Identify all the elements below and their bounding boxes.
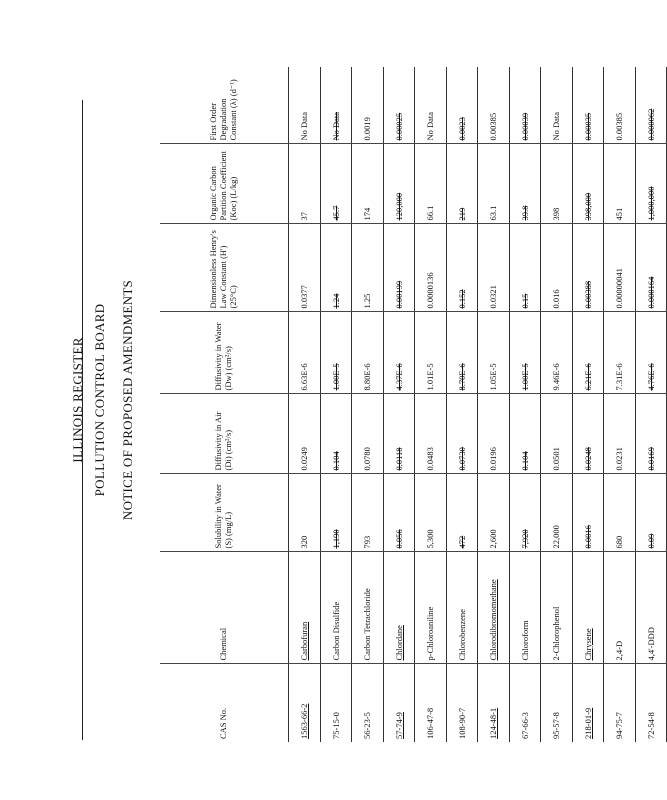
cas-cell: 218-01-9 xyxy=(572,664,604,742)
koc-cell: 398,000 xyxy=(572,144,604,224)
col-header-henry: Dimensionless Henry's Law Constant (H') (25°C) xyxy=(160,224,289,312)
cas-cell: 1563-66-2 xyxy=(289,664,321,742)
diffusivity-air-cell: 0.0196 xyxy=(478,394,510,474)
chemical-cell: 4,4'-DDD xyxy=(635,552,667,664)
col-header-degradation: First Order Degradation Constant (λ) (d⁻¹) xyxy=(208,79,238,141)
koc-cell: 39.8 xyxy=(509,144,541,224)
table-row xyxy=(446,67,478,742)
table-row xyxy=(320,67,352,742)
col-header-solubility: Solubility in Water (S) (mg/L) xyxy=(160,474,289,552)
henry-cell: 0.15 xyxy=(509,224,541,312)
chemical-cell: 2-Chlorophenol xyxy=(541,552,573,664)
diffusivity-air-cell: 0.104 xyxy=(320,394,352,474)
solubility-cell: 793 xyxy=(352,474,384,552)
chemical-cell: Carbon Disulfide xyxy=(320,552,352,664)
diffusivity-water-cell: 6.63E-6 xyxy=(289,312,321,394)
degradation-cell: 0.00385 xyxy=(614,112,625,141)
henry-cell: 1.24 xyxy=(320,224,352,312)
col-header-diffusivity-water: Diffusivity in Water (Dw) (cm²/s) xyxy=(160,312,289,394)
diffusivity-air-cell: 0.0169 xyxy=(635,394,667,474)
diffusivity-air-cell: 0.0118 xyxy=(383,394,415,474)
cas-cell: 95-57-8 xyxy=(541,664,573,742)
koc-cell: 45.7 xyxy=(320,144,352,224)
col-header-cas: CAS No. xyxy=(160,664,289,742)
henry-cell: 0.00199 xyxy=(383,224,415,312)
koc-cell: 63.1 xyxy=(478,144,510,224)
koc-cell: 66.1 xyxy=(415,144,447,224)
cas-cell: 75-15-0 xyxy=(320,664,352,742)
degradation-cell: 0.0023 xyxy=(456,117,467,141)
col-header-chemical: Chemical xyxy=(160,552,289,664)
degradation-cell: No Data xyxy=(425,111,436,141)
diffusivity-air-cell: 0.104 xyxy=(509,394,541,474)
solubility-cell: 320 xyxy=(289,474,321,552)
table-row xyxy=(572,67,604,742)
henry-cell: 0.0377 xyxy=(289,224,321,312)
degradation-cell: No Data xyxy=(330,111,341,141)
cas-cell: 94-75-7 xyxy=(604,664,636,742)
chemical-cell: p-Chloroaniline xyxy=(415,552,447,664)
diffusivity-air-cell: 0.0483 xyxy=(415,394,447,474)
table-row xyxy=(352,67,384,742)
cas-cell: 106-47-8 xyxy=(415,664,447,742)
table-row xyxy=(541,67,573,742)
koc-cell: 174 xyxy=(352,144,384,224)
cas-cell: 108-90-7 xyxy=(446,664,478,742)
solubility-cell: 472 xyxy=(446,474,478,552)
chemical-cell: Chlorobenzene xyxy=(446,552,478,664)
table-row xyxy=(604,67,636,742)
chemical-cell: Chlorodibromomethane xyxy=(478,552,510,664)
henry-cell: 0.00000041 xyxy=(604,224,636,312)
degradation-cell: 0.0019 xyxy=(362,117,373,141)
solubility-cell: 2,600 xyxy=(478,474,510,552)
diffusivity-water-cell: 4.37E-6 xyxy=(383,312,415,394)
diffusivity-air-cell: 0.0780 xyxy=(352,394,384,474)
degradation-cell: No Data xyxy=(299,111,310,141)
table-row xyxy=(415,67,447,742)
henry-cell: 0.016 xyxy=(541,224,573,312)
table-row xyxy=(478,67,510,742)
degradation-cell: 0.00025 xyxy=(393,112,404,141)
cas-cell: 56-23-5 xyxy=(352,664,384,742)
henry-cell: 0.0321 xyxy=(478,224,510,312)
chemical-cell: Carbon Tetrachloride xyxy=(352,552,384,664)
notice-title: NOTICE OF PROPOSED AMENDMENTS xyxy=(120,279,135,521)
diffusivity-air-cell: 0.0249 xyxy=(289,394,321,474)
diffusivity-water-cell: 8.80E-6 xyxy=(352,312,384,394)
table-row xyxy=(635,67,667,742)
solubility-cell: 22,000 xyxy=(541,474,573,552)
cas-cell: 57-74-9 xyxy=(383,664,415,742)
diffusivity-water-cell: 1.00E-5 xyxy=(320,312,352,394)
chemical-cell: Chlordane xyxy=(383,552,415,664)
degradation-cell: 0.00035 xyxy=(582,112,593,141)
diffusivity-air-cell: 0.0231 xyxy=(604,394,636,474)
koc-cell: 37 xyxy=(289,144,321,224)
diffusivity-water-cell: 9.46E-6 xyxy=(541,312,573,394)
henry-cell: 1.25 xyxy=(352,224,384,312)
koc-cell: 120,000 xyxy=(383,144,415,224)
degradation-cell: No Data xyxy=(551,111,562,141)
table-row xyxy=(289,67,321,742)
diffusivity-water-cell: 1.01E-5 xyxy=(415,312,447,394)
register-title: ILLINOIS REGISTER xyxy=(70,337,85,463)
table-header-row xyxy=(160,67,289,742)
solubility-cell: 1,190 xyxy=(320,474,352,552)
diffusivity-water-cell: 8.70E-6 xyxy=(446,312,478,394)
diffusivity-water-cell: 6.21E-6 xyxy=(572,312,604,394)
henry-cell: 0.152 xyxy=(446,224,478,312)
table-row xyxy=(509,67,541,742)
diffusivity-air-cell: 0.0730 xyxy=(446,394,478,474)
koc-cell: 451 xyxy=(604,144,636,224)
diffusivity-water-cell: 1.05E-5 xyxy=(478,312,510,394)
degradation-cell: 0.00039 xyxy=(519,112,530,141)
chemical-cell: Carbofuran xyxy=(289,552,321,664)
col-header-diffusivity-air: Diffusivity in Air (Di) (cm²/s) xyxy=(160,394,289,474)
degradation-cell: 0.000062 xyxy=(645,108,656,141)
diffusivity-water-cell: 1.00E-5 xyxy=(509,312,541,394)
solubility-cell: 0.056 xyxy=(383,474,415,552)
chemical-cell: Chrysene xyxy=(572,552,604,664)
solubility-cell: 0.09 xyxy=(635,474,667,552)
koc-cell: 1,000,000 xyxy=(635,144,667,224)
header-rule xyxy=(82,100,83,740)
solubility-cell: 0.0016 xyxy=(572,474,604,552)
solubility-cell: 680 xyxy=(604,474,636,552)
henry-cell: 0.0000136 xyxy=(415,224,447,312)
solubility-cell: 7,920 xyxy=(509,474,541,552)
koc-cell: 219 xyxy=(446,144,478,224)
solubility-cell: 5,300 xyxy=(415,474,447,552)
degradation-cell: 0.00385 xyxy=(488,112,499,141)
koc-cell: 398 xyxy=(541,144,573,224)
henry-cell: 0.000164 xyxy=(635,224,667,312)
diffusivity-water-cell: 4.76E-6 xyxy=(635,312,667,394)
diffusivity-water-cell: 7.31E-6 xyxy=(604,312,636,394)
table-row xyxy=(383,67,415,742)
cas-cell: 67-66-3 xyxy=(509,664,541,742)
diffusivity-air-cell: 0.0248 xyxy=(572,394,604,474)
henry-cell: 0.00388 xyxy=(572,224,604,312)
cas-cell: 124-48-1 xyxy=(478,664,510,742)
diffusivity-air-cell: 0.0501 xyxy=(541,394,573,474)
chemical-cell: 2,4-D xyxy=(604,552,636,664)
cas-cell: 72-54-8 xyxy=(635,664,667,742)
chemical-cell: Chloroform xyxy=(509,552,541,664)
col-header-koc: Organic Carbon Partition Coefficient (Koc) (L/kg) xyxy=(160,144,289,224)
board-title: POLLUTION CONTROL BOARD xyxy=(92,303,107,497)
chemical-properties-table xyxy=(160,67,667,742)
